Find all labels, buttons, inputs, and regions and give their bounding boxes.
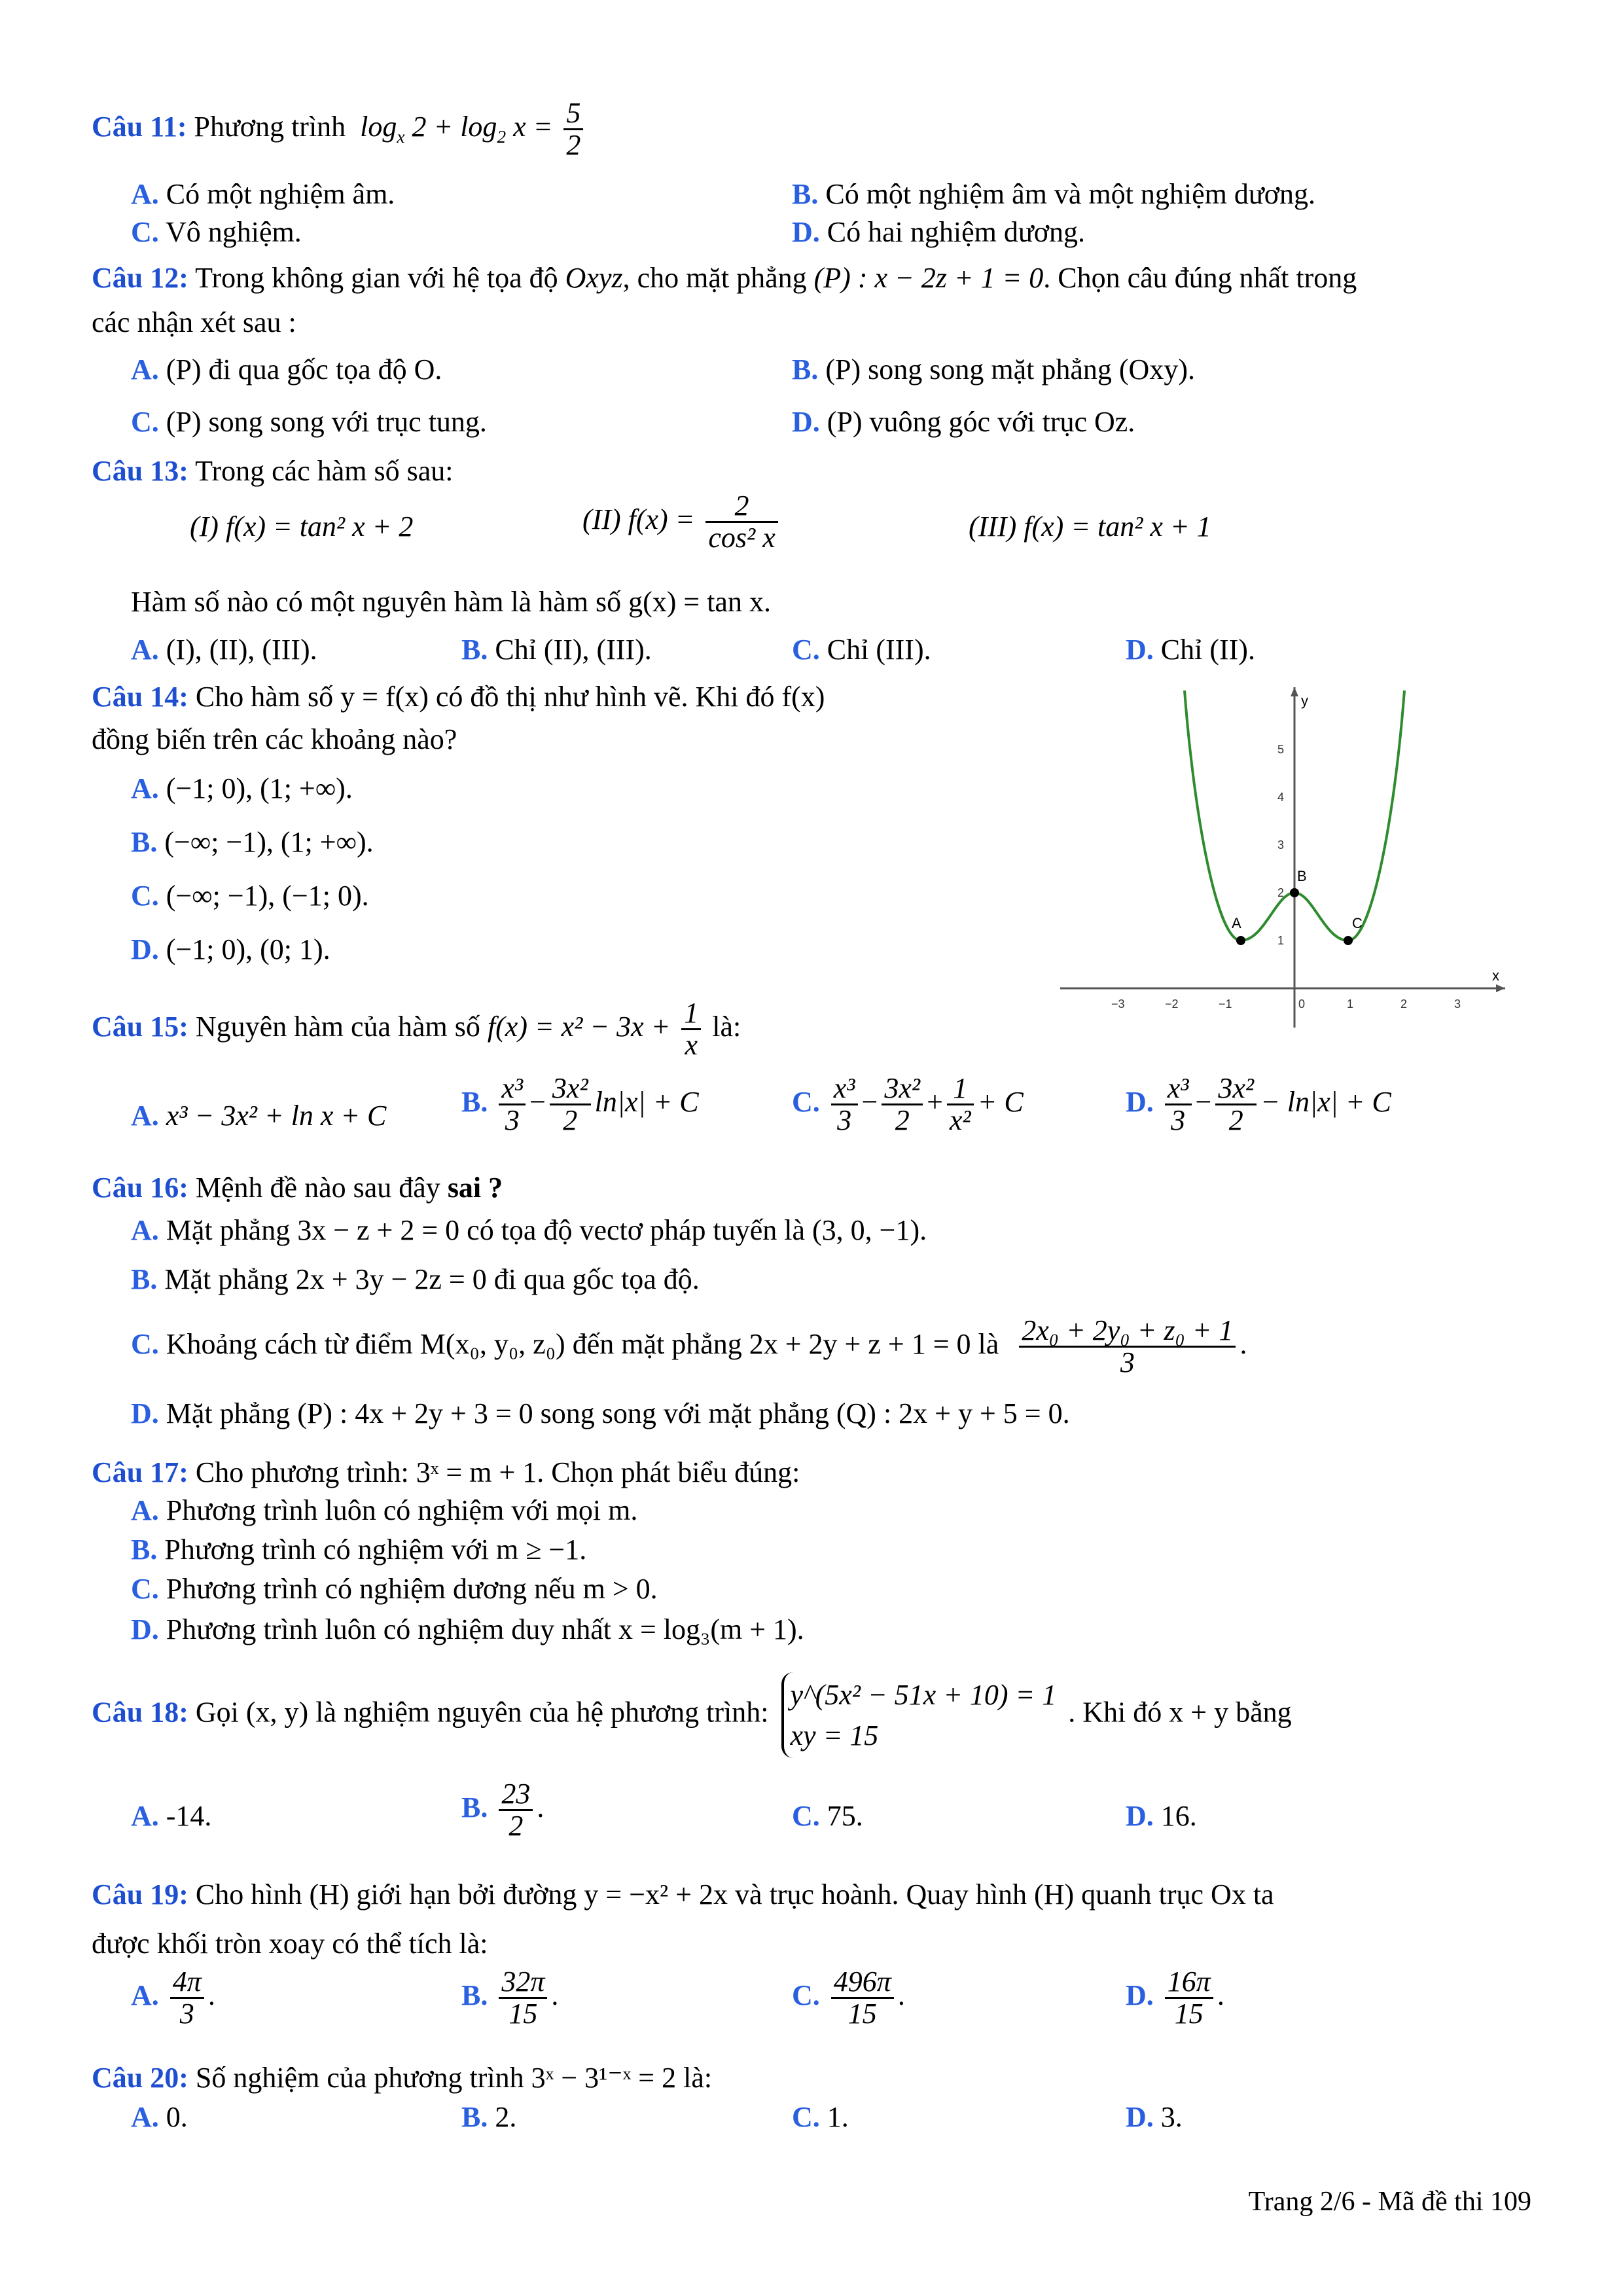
function-ii: (II) f(x) = $\frac{2}{\text{cos² x}}$	[582, 491, 782, 553]
option-c[interactable]: C. 1.	[792, 2101, 849, 2133]
option-d[interactable]: D. Phương trình luôn có nghiệm duy nhất x = log₃(m + 1).	[131, 1613, 804, 1645]
option-a[interactable]: A. 0.	[131, 2101, 188, 2133]
y-tick-label: 5	[1277, 743, 1285, 756]
function-graph	[1060, 687, 1505, 1028]
option-d[interactable]: D. $\frac{16\pi}{15}$ .	[1126, 1965, 1224, 2030]
point-c-label: C	[1352, 915, 1363, 931]
option-b[interactable]: B. Có một nghiệm âm và một nghiệm dương.	[792, 178, 1315, 210]
question-13-ask: Hàm số nào có một nguyên hàm là hàm số g(x) = tan x.	[131, 586, 771, 618]
option-a[interactable]: A. (P) đi qua gốc tọa độ O.	[131, 353, 442, 386]
question-label: Câu 11:	[92, 110, 187, 143]
option-d[interactable]: D. Mặt phẳng (P) : 4x + 2y + 3 = 0 song song với mặt phẳng (Q) : 2x + y + 5 = 0.	[131, 1397, 1070, 1429]
option-d[interactable]: D. $\frac{\text{x³}}{3}$ − $\frac{\text{3x²}}{2}$ − ln|x| + C	[1126, 1072, 1391, 1137]
y-tick-label: 4	[1277, 791, 1285, 804]
question-text: Phương trình	[194, 110, 346, 143]
x-axis-label: x	[1492, 967, 1499, 984]
question-20: Câu 20: Số nghiệm của phương trình 3ˣ − 3¹⁻ˣ = 2 là:	[92, 2062, 713, 2094]
option-b[interactable]: B. $\frac{\text{x³}}{3}$ − $\frac{\text{3x²}}{2}$ ln|x| + C	[461, 1072, 699, 1137]
option-a[interactable]: A. $\frac{4\pi}{3}$ .	[131, 1965, 215, 2030]
point-a-label: A	[1232, 915, 1241, 931]
option-c[interactable]: C. Chỉ (III).	[792, 634, 931, 666]
option-d[interactable]: D. (P) vuông góc với trục Oz.	[792, 406, 1135, 438]
y-tick-label: 3	[1277, 838, 1285, 852]
question-16: Câu 16: Mệnh đề nào sau đây sai ?	[92, 1172, 503, 1204]
question-14-line2: đồng biến trên các khoảng nào?	[92, 723, 457, 755]
option-b[interactable]: B. 2.	[461, 2101, 517, 2133]
option-c[interactable]: C. (−∞; −1), (−1; 0).	[131, 880, 369, 912]
option-b[interactable]: B. (P) song song mặt phẳng (Oxy).	[792, 353, 1195, 386]
y-tick-label: 1	[1277, 934, 1285, 947]
option-c[interactable]: C. $\frac{496\pi}{15}$ .	[792, 1965, 905, 2030]
option-b[interactable]: B. Phương trình có nghiệm với m ≥ −1.	[131, 1534, 587, 1566]
option-c[interactable]: C. Vô nghiệm.	[131, 216, 302, 248]
option-b[interactable]: B. $\frac{23}{2}$ .	[461, 1778, 544, 1842]
x-tick-label: 3	[1454, 997, 1461, 1011]
x-tick-label: 0	[1298, 997, 1306, 1011]
y-tick-label: 2	[1277, 886, 1285, 899]
question-14: Câu 14: Cho hàm số y = f(x) có đồ thị như hình vẽ. Khi đó f(x)	[92, 681, 825, 713]
function-iii: (III) f(x) = tan² x + 1	[969, 511, 1211, 543]
y-axis-arrow	[1291, 687, 1298, 696]
x-tick-label: −3	[1111, 997, 1125, 1011]
function-i: (I) f(x) = tan² x + 2	[190, 511, 414, 543]
x-axis-arrow	[1496, 984, 1505, 992]
point-c	[1344, 936, 1353, 945]
option-c[interactable]: C. Phương trình có nghiệm dương nếu m > 0.	[131, 1573, 658, 1605]
x-tick-label: 2	[1400, 997, 1408, 1011]
point-a	[1236, 936, 1245, 945]
option-c[interactable]: C. (P) song song với trục tung.	[131, 406, 487, 438]
x-tick-label: −2	[1165, 997, 1179, 1011]
option-c[interactable]: C. Khoảng cách từ điểm M(x₀, y₀, z₀) đến mặt phẳng 2x + 2y + z + 1 = 0 là $\frac{\text{2x₀ + 2y₀ + z₀ + 1}}{3}$ .	[131, 1314, 1247, 1379]
option-a[interactable]: A. x³ − 3x² + ln x + C	[131, 1100, 387, 1132]
option-d[interactable]: D. Có hai nghiệm dương.	[792, 216, 1085, 248]
option-b[interactable]: B. Chỉ (II), (III).	[461, 634, 652, 666]
question-math: $\log_x 2 + \log_2 x$ = $\frac{5}{2}$	[353, 111, 587, 143]
question-19: Câu 19: Cho hình (H) giới hạn bởi đường y = −x² + 2x và trục hoành. Quay hình (H) quanh trục Ox ta	[92, 1878, 1274, 1910]
page-footer: Trang 2/6 - Mã đề thi 109	[1248, 2187, 1531, 2217]
question-17: Câu 17: Cho phương trình: 3ˣ = m + 1. Chọn phát biểu đúng:	[92, 1456, 800, 1488]
question-19-line2: được khối tròn xoay có thể tích là:	[92, 1928, 488, 1960]
option-a[interactable]: A. Có một nghiệm âm.	[131, 178, 395, 210]
y-axis-label: y	[1301, 692, 1308, 709]
option-a[interactable]: A. (I), (II), (III).	[131, 634, 317, 666]
option-a[interactable]: A. -14.	[131, 1800, 212, 1832]
question-18: Câu 18: Gọi (x, y) là nghiệm nguyên của hệ phương trình: y^(5x² − 51x + 10) = 1 xy = 15 . Khi đó x + y bằng	[92, 1672, 1292, 1758]
question-15: Câu 15: Nguyên hàm của hàm số f(x) = x² − 3x + $\frac{1}{x}$ là:	[92, 997, 741, 1062]
x-tick-label: 1	[1347, 997, 1354, 1011]
option-b[interactable]: B. $\frac{32\pi}{15}$ .	[461, 1965, 559, 2030]
option-a[interactable]: A. Mặt phẳng 3x − z + 2 = 0 có tọa độ vectơ pháp tuyến là (3, 0, −1).	[131, 1214, 927, 1246]
option-c[interactable]: C. 75.	[792, 1800, 863, 1832]
option-d[interactable]: D. 3.	[1126, 2101, 1183, 2133]
x-tick-label: −1	[1219, 997, 1232, 1011]
question-11	[92, 98, 587, 160]
option-c[interactable]: C. $\frac{\text{x³}}{3}$ − $\frac{\text{3x²}}{2}$ + $\frac{1}{\text{x²}}$ + C	[792, 1072, 1024, 1137]
point-b	[1290, 888, 1299, 897]
question-12: Câu 12: Trong không gian với hệ tọa độ Oxyz, cho mặt phẳng (P) : x − 2z + 1 = 0. Chọn câu đúng nhất trong	[92, 262, 1357, 294]
option-d[interactable]: D. Chỉ (II).	[1126, 634, 1255, 666]
option-d[interactable]: D. 16.	[1126, 1800, 1197, 1832]
question-12-line2: các nhận xét sau :	[92, 306, 296, 338]
option-b[interactable]: B. Mặt phẳng 2x + 3y − 2z = 0 đi qua gốc tọa độ.	[131, 1263, 700, 1295]
option-a[interactable]: A. (−1; 0), (1; +∞).	[131, 772, 353, 804]
equation-system: y^(5x² − 51x + 10) = 1 xy = 15	[781, 1672, 1063, 1758]
option-d[interactable]: D. (−1; 0), (0; 1).	[131, 933, 330, 965]
option-b[interactable]: B. (−∞; −1), (1; +∞).	[131, 826, 374, 858]
question-13: Câu 13: Trong các hàm số sau:	[92, 455, 454, 487]
option-a[interactable]: A. Phương trình luôn có nghiệm với mọi m.	[131, 1494, 638, 1526]
point-b-label: B	[1297, 868, 1307, 884]
